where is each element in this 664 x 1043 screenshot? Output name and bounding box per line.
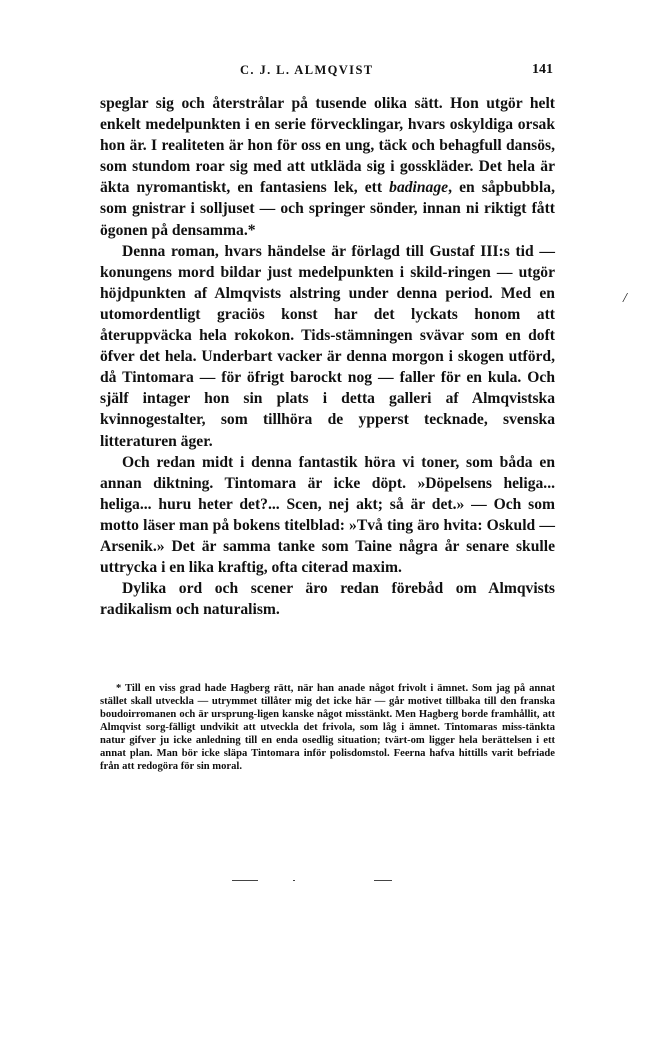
- paragraph-1-part-a: speglar sig och återstrålar på tusende olika sätt. Hon utgör helt enkelt medelpunkten i en serie förvecklingar, hvars oskyldiga orsak hon är. I realiteten är hon för oss en ung, täck och behagfull dansös, som stundom roar sig med att utkläda sig i gosskläder. Det hela är äkta nyromantiskt, en fantasiens lek, ett: [100, 95, 555, 197]
- main-text: [100, 93, 555, 620]
- paragraph-1-part-b: , en såpbubbla, som gnistrar i solljuset — och springer sönder, innan ni riktigt fått ögonen på densamma.*: [100, 179, 556, 239]
- paragraph-1: [100, 93, 555, 241]
- paragraph-4: Dylika ord och scener äro redan förebåd om Almqvists radikalism och naturalism.: [100, 580, 555, 619]
- end-rule-left: [232, 880, 258, 881]
- footnote-text: * Till en viss grad hade Hagberg rätt, när han anade något frivolt i ämnet. Som jag på annat stället skall utveckla — utrymmet tillåter mig det icke här — går motivet tillbaka till den franska boudoirromanen och är ursprung-ligen kanske något misstänkt. Men Hagberg borde framhållit, att Almqvist sorg-fälligt undvikit att utveckla det frivola, som låg i ämnet. Tintomaras miss-tänkta natur gifver ju icke anledning till en enda osedlig situation; tvärt-om ligger hela berättelsen i ett annat plan. Man bör icke släpa Tintomara inför polisdomstol. Feerna hafva hittills varit befriade från att redogöra för sin moral.: [100, 683, 555, 773]
- running-head: [100, 61, 555, 83]
- paragraph-3: Och redan midt i denna fantastik höra vi toner, som båda en annan diktning. Tintomara är icke döpt. »Döpelsens heliga... heliga... huru heter det?... Scen, nej akt; så är det.» — Och som motto läser man på bokens titelblad: »Två ting äro hvita: Oskuld — Arsenik.» Det är samma tanke som Taine några år senare skulle uttrycka i en lika kraftig, ofta citerad maxim.: [100, 453, 555, 577]
- margin-pencil-mark: /: [623, 291, 627, 306]
- end-of-page-rules: [232, 878, 402, 884]
- end-rule-middle: [293, 880, 295, 881]
- end-rule-right: [374, 880, 392, 881]
- running-title: C. J. L. ALMQVIST: [240, 63, 374, 77]
- page-number: 141: [532, 62, 553, 77]
- paragraph-1-italic-word: badinage: [389, 179, 449, 197]
- paragraph-2: Denna roman, hvars händelse är förlagd till Gustaf III:s tid — konungens mord bildar just medelpunkten i skild-ringen — utgör höjdpunkten af Almqvists alstring under denna period. Med en utomordentligt graciös konst har det lyckats honom att återuppväcka hela rokokon. Tids-stämningen svävar som en doft öfver det hela. Underbart vacker är denna morgon i skogen utförd, då Tintomara — för öfrigt barockt nog — faller för en kula. Och själf intager hon sin plats i detta galleri af Almqvistska kvinnogestalter, som tillhöra de ypperst tecknade, svenska litteraturen äger.: [100, 242, 555, 450]
- footnote: [100, 682, 555, 773]
